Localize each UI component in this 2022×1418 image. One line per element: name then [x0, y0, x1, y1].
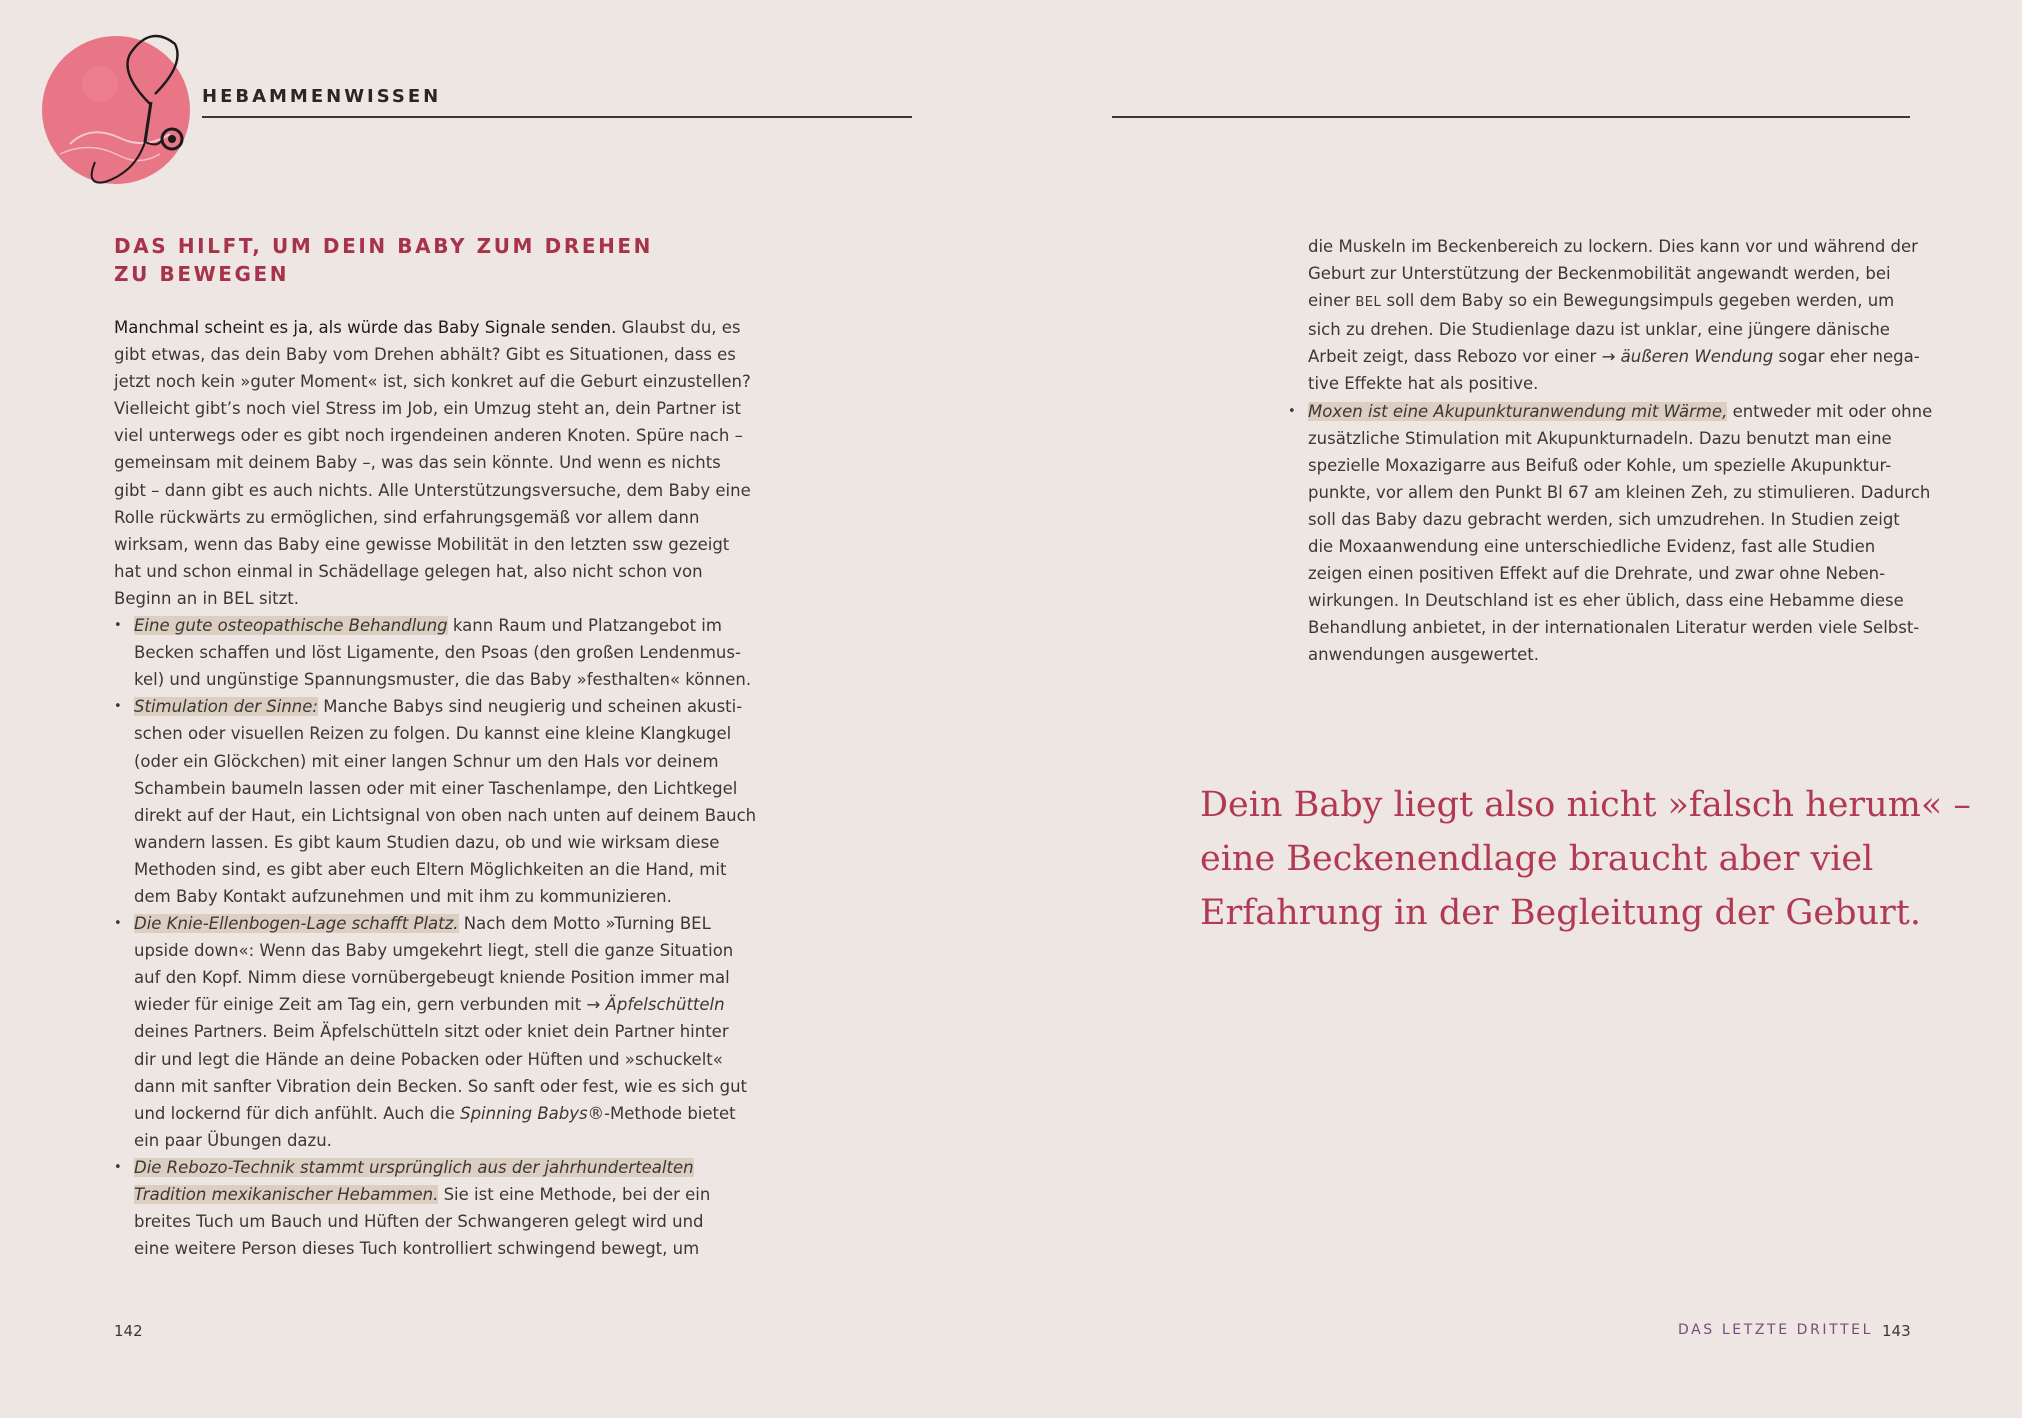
header-rule-right [1112, 116, 1910, 118]
text-line: dem Baby Kontakt aufzunehmen und mit ihm zu kommunizieren. [134, 886, 672, 906]
text-line: Becken schaffen und löst Ligamente, den Psoas (den großen Lendenmus- [134, 643, 741, 663]
text-line: jetzt noch kein »guter Moment« ist, sich konkret auf die Geburt einzustellen? [114, 372, 751, 392]
text-line: schen oder visuellen Reizen zu folgen. Du kannst eine kleine Klangkugel [134, 724, 732, 744]
cross-reference-link[interactable]: → Äpfelschütteln [586, 995, 725, 1015]
text-line: gemeinsam mit deinem Baby –, was das sein könnte. Und wenn es nichts [114, 453, 721, 473]
page-number-right: 143 [1882, 1322, 1911, 1340]
header-rule-left [202, 116, 912, 118]
highlight: Stimulation der Sinne: [134, 697, 318, 717]
pull-quote [1200, 778, 1971, 940]
text-line: punkte, vor allem den Punkt Bl 67 am kleinen Zeh, zu stimulieren. Dadurch [1308, 482, 1931, 502]
text-line: die Moxaanwendung eine unterschiedliche Evidenz, fast alle Studien [1308, 537, 1876, 557]
text-line: wirksam, wenn das Baby eine gewisse Mobilität in den letzten ssw gezeigt [114, 534, 730, 554]
text-line: wieder für einige Zeit am Tag ein, gern verbunden mit → Äpfelschütteln [134, 995, 725, 1015]
text-line: anwendungen ausgewertet. [1308, 645, 1539, 665]
text-line: wirkungen. In Deutschland ist es eher üblich, dass eine Hebamme diese [1308, 591, 1904, 611]
highlight: Moxen ist eine Akupunkturanwendung mit Wärme, [1308, 401, 1728, 421]
text-line: hat und schon einmal in Schädellage gelegen hat, also nicht schon von [114, 561, 703, 581]
text-line: spezielle Moxazigarre aus Beifuß oder Kohle, um spezielle Akupunktur- [1308, 455, 1892, 475]
text-line: auf den Kopf. Nimm diese vornübergebeugt kniende Position immer mal [134, 968, 730, 988]
text-line: soll das Baby dazu gebracht werden, sich umzudrehen. In Studien zeigt [1308, 509, 1900, 529]
quote-line: Erfahrung in der Begleitung der Geburt. [1200, 893, 1921, 933]
text-line: eine weitere Person dieses Tuch kontrolliert schwingend bewegt, um [134, 1239, 700, 1259]
text-line: tive Effekte hat als positive. [1308, 374, 1539, 394]
text-line: zeigen einen positiven Effekt auf die Drehrate, und zwar ohne Neben- [1308, 564, 1886, 584]
highlight: Die Rebozo-Technik stammt ursprünglich aus der jahrhundertealten [134, 1157, 694, 1177]
heading-line: DAS HILFT, UM DEIN BABY ZUM DREHEN [114, 234, 654, 258]
text-line: Arbeit zeigt, dass Rebozo vor einer → äußeren Wendung sogar eher nega- [1308, 347, 1920, 367]
text-line: dann mit sanfter Vibration dein Becken. So sanft oder fest, wie es sich gut [134, 1076, 747, 1096]
text-line: Schambein baumeln lassen oder mit einer Taschenlampe, den Lichtkegel [134, 778, 738, 798]
text-line: viel unterwegs oder es gibt noch irgendeinen anderen Knoten. Spüre nach – [114, 426, 743, 446]
quote-line: eine Beckenendlage braucht aber viel [1200, 839, 1874, 879]
text-line: dir und legt die Hände an deine Pobacken oder Hüften und »schuckelt« [134, 1049, 723, 1069]
list-item: • Die Knie-Ellenbogen-Lage schafft Platz. Nach dem Motto »Turning BEL [114, 910, 754, 937]
quote-line: Dein Baby liegt also nicht »falsch herum« – [1200, 785, 1971, 825]
stethoscope-icon [30, 24, 202, 196]
text-line: und lockernd für dich anfühlt. Auch die Spinning Babys®-Methode bietet [134, 1103, 736, 1123]
text-line: direkt auf der Haut, ein Lichtsignal von oben nach unten auf deinem Bauch [134, 805, 757, 825]
highlight: Eine gute osteopathische Behandlung [134, 616, 448, 636]
cross-reference-link[interactable]: → äußeren Wendung [1601, 347, 1774, 367]
text-line: Rolle rückwärts zu ermöglichen, sind erfahrungsgemäß vor allem dann [114, 507, 700, 527]
text-line: deines Partners. Beim Äpfelschütteln sitzt oder kniet dein Partner hinter [134, 1022, 729, 1042]
list-item: • Stimulation der Sinne: Manche Babys sind neugierig und scheinen akusti- [114, 693, 754, 720]
text-line: Geburt zur Unterstützung der Beckenmobilität angewandt werden, bei [1308, 264, 1891, 284]
highlight: Die Knie-Ellenbogen-Lage schafft Platz. [134, 914, 459, 934]
text-line: Manchmal scheint es ja, als würde das Baby Signale senden. Glaubst du, es [114, 318, 741, 337]
section-label: HEBAMMENWISSEN [202, 86, 442, 107]
heading-line: ZU BEWEGEN [114, 262, 290, 286]
list-item: • Eine gute osteopathische Behandlung kann Raum und Platzangebot im [114, 612, 754, 639]
text-line: einer BEL soll dem Baby so ein Bewegungsimpuls gegeben werden, um [1308, 291, 1895, 311]
text-line: Beginn an in BEL sitzt. [114, 588, 299, 608]
text-line: die Muskeln im Beckenbereich zu lockern. Dies kann vor und während der [1308, 237, 1918, 256]
right-text-column [1288, 233, 1933, 669]
text-line: kel) und ungünstige Spannungsmuster, die das Baby »festhalten« können. [134, 670, 752, 690]
text-line: Tradition mexikanischer Hebammen. Sie ist eine Methode, bei der ein [134, 1185, 711, 1204]
text-line: (oder ein Glöckchen) mit einer langen Schnur um den Hals vor deinem [134, 751, 719, 771]
text-line: Behandlung anbietet, in der internationalen Literatur werden viele Selbst- [1308, 618, 1920, 638]
text-line: breites Tuch um Bauch und Hüften der Schwangeren gelegt wird und [134, 1212, 704, 1232]
list-item: • Moxen ist eine Akupunkturanwendung mit Wärme, entweder mit oder ohne [1288, 398, 1928, 425]
list-item [114, 1154, 754, 1181]
text-line: upside down«: Wenn das Baby umgekehrt liegt, stell die ganze Situation [134, 941, 734, 961]
text-line: Vielleicht gibt’s noch viel Stress im Job, ein Umzug steht an, dein Partner ist [114, 399, 741, 419]
chapter-label: DAS LETZTE DRITTEL [1678, 1322, 1874, 1338]
page-heading [114, 232, 674, 288]
left-text-column [114, 314, 757, 1262]
page-number-left: 142 [114, 1322, 143, 1340]
abbreviation: BEL [1355, 295, 1382, 311]
text-line: gibt etwas, das dein Baby vom Drehen abhält? Gibt es Situationen, dass es [114, 345, 736, 365]
text-line: Methoden sind, es gibt aber euch Eltern Möglichkeiten an die Hand, mit [134, 859, 727, 879]
text-line: gibt – dann gibt es auch nichts. Alle Unterstützungsversuche, dem Baby eine [114, 480, 751, 500]
text-line: sich zu drehen. Die Studienlage dazu ist unklar, eine jüngere dänische [1308, 320, 1890, 340]
text-line: ein paar Übungen dazu. [134, 1130, 332, 1150]
text-line: zusätzliche Stimulation mit Akupunkturnadeln. Dazu benutzt man eine [1308, 428, 1892, 448]
text-line: wandern lassen. Es gibt kaum Studien dazu, ob und wie wirksam diese [134, 832, 720, 852]
highlight: Tradition mexikanischer Hebammen. [134, 1185, 439, 1204]
spinning-babies-term: Spinning Babys [460, 1103, 588, 1123]
intro-lead: Manchmal scheint es ja, als würde das Baby Signale senden. [114, 318, 617, 337]
